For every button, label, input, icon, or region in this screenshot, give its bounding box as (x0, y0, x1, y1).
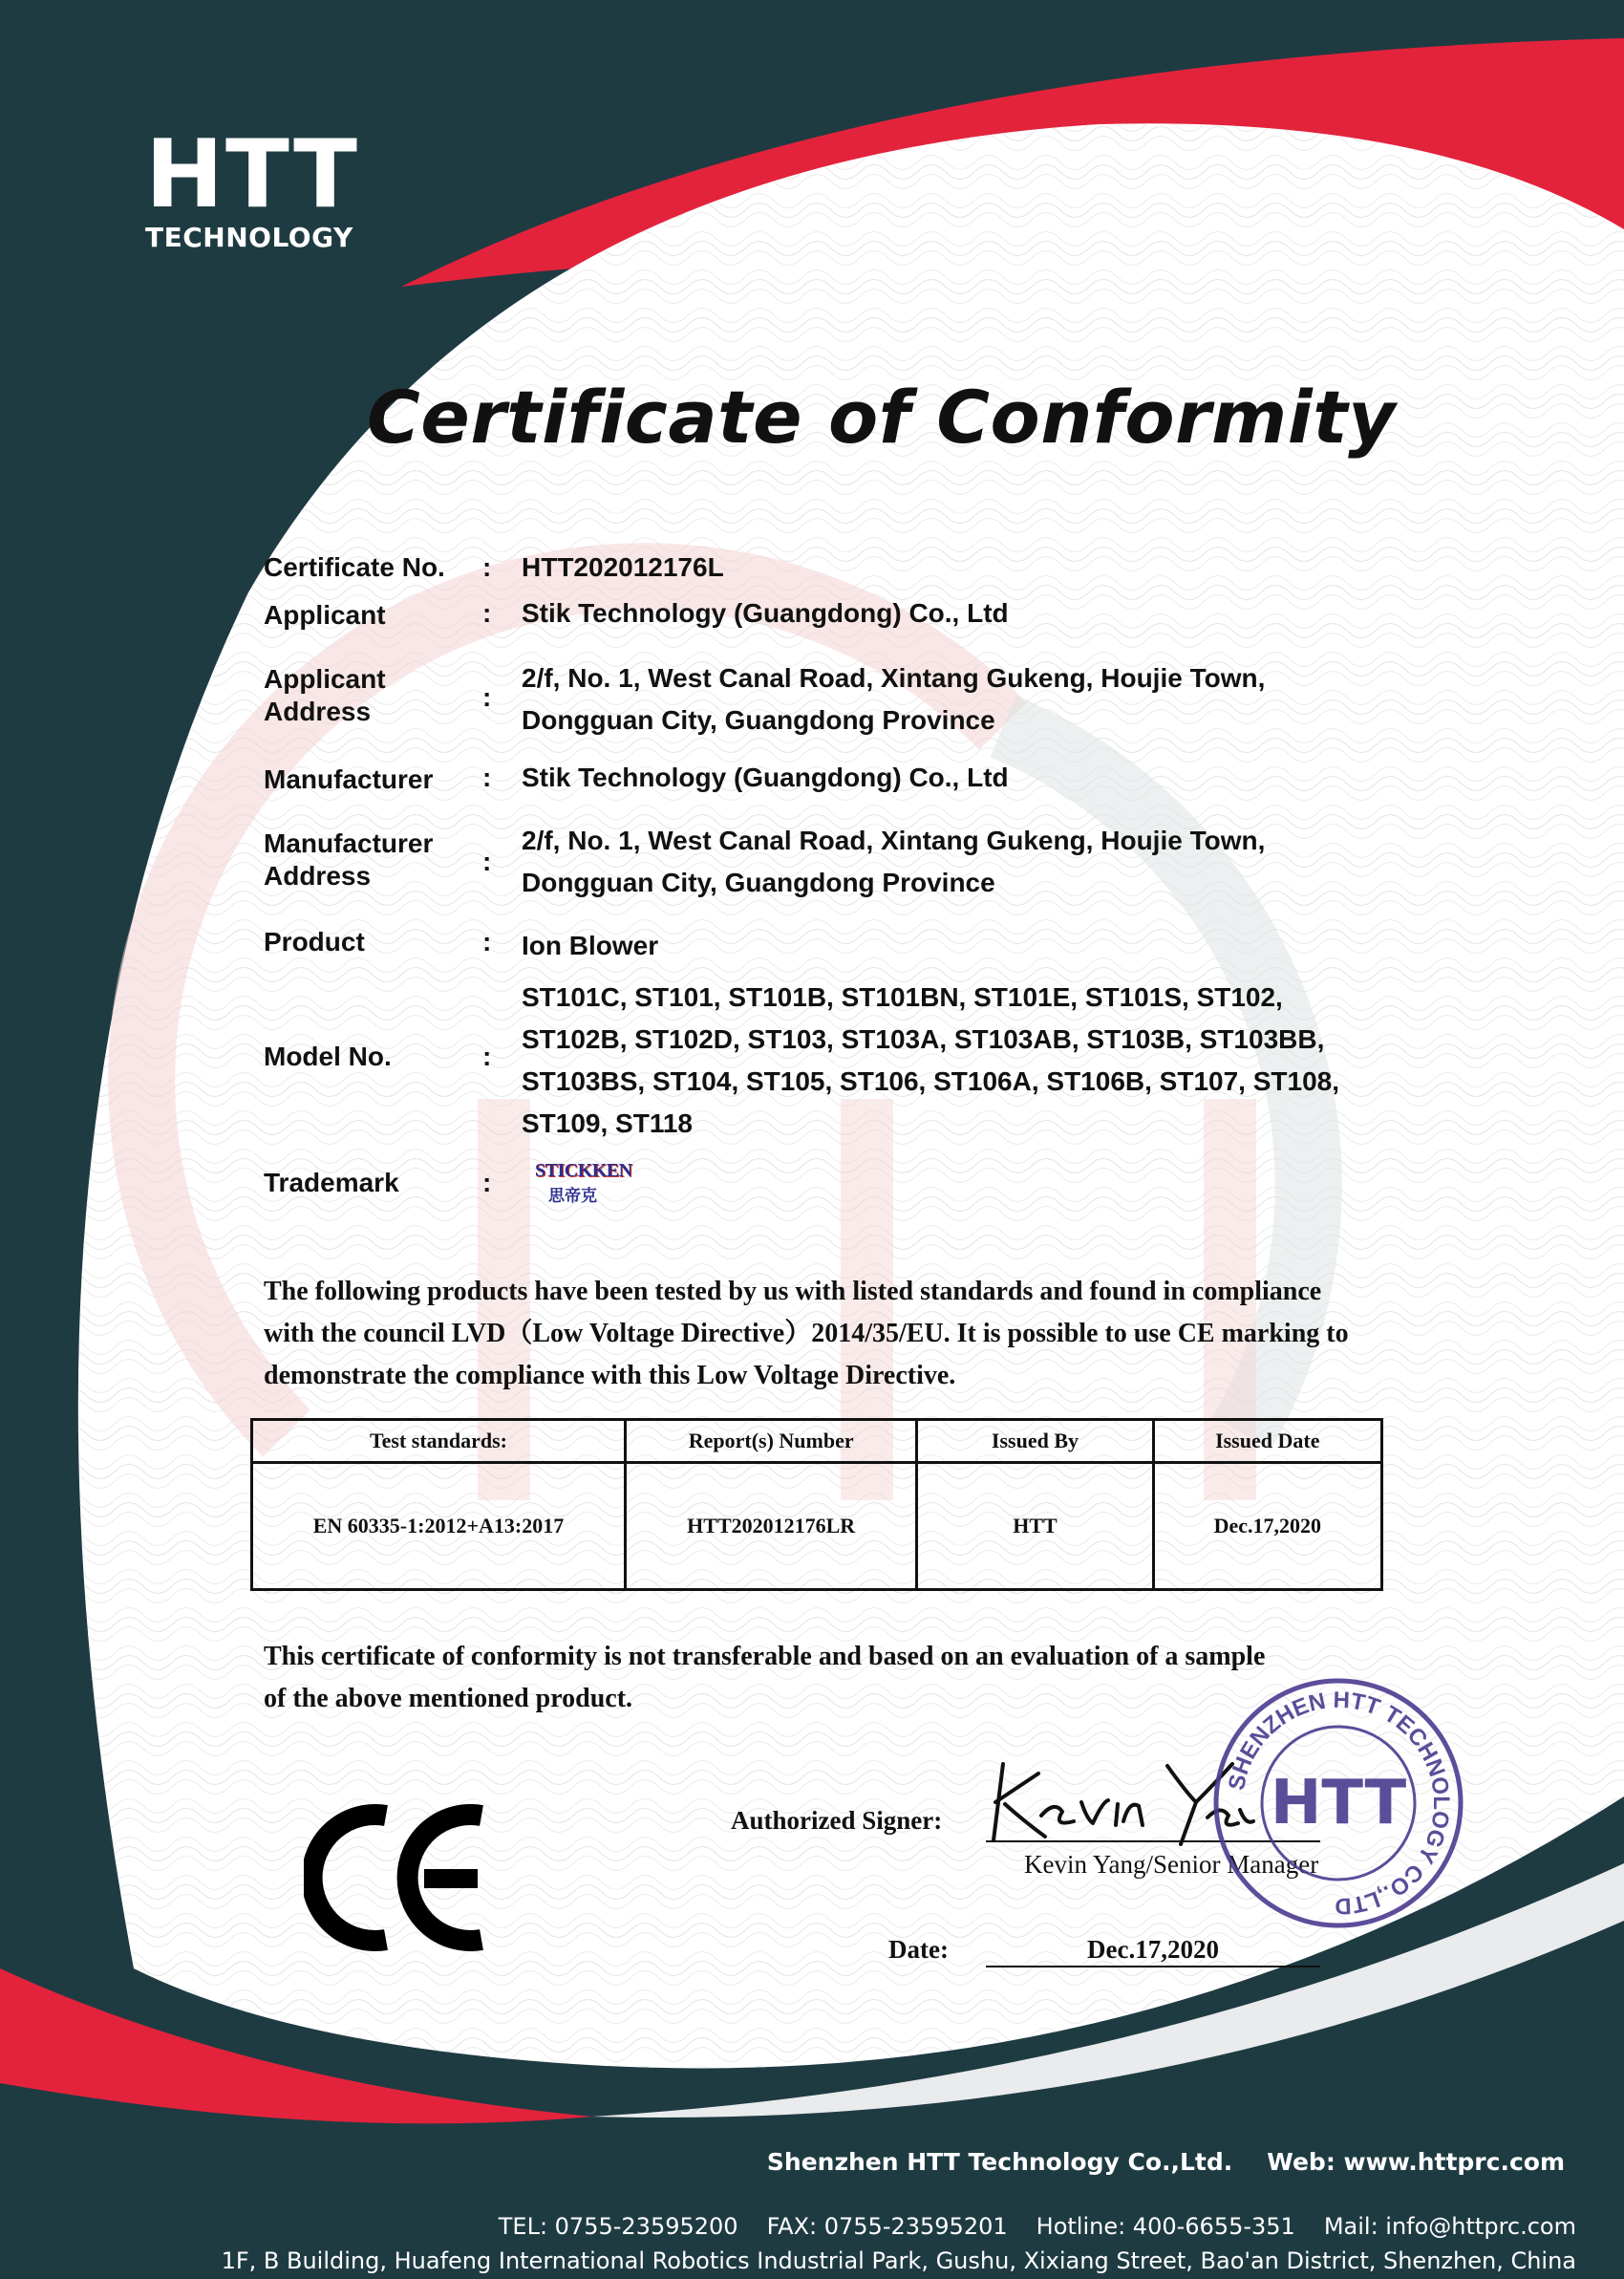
htt-logo (145, 120, 359, 253)
manufacturer-address-value (522, 820, 1265, 904)
statement-line-2: with the council LVD（Low Voltage Directive）2014/35/EU. It is possible to use CE marking to (264, 1319, 1349, 1348)
company-stamp (1209, 1674, 1467, 1932)
applicant-address-label-2: Address (264, 697, 372, 726)
statement-line-1: The following products have been tested by us with listed standards and found in compliance (264, 1277, 1322, 1306)
standards-table (250, 1418, 1383, 1591)
header-test-standards: Test standards: (252, 1420, 626, 1463)
disclaimer-line-2: of the above mentioned product. (264, 1684, 633, 1713)
applicant-address-label-1: Applicant (264, 664, 386, 694)
model-no-line: ST102B, ST102D, ST103, ST103A, ST103AB, ST103B, ST103BB, (522, 1024, 1325, 1054)
cell-report-number: HTT202012176LR (625, 1463, 916, 1590)
header-issued-by: Issued By (917, 1420, 1153, 1463)
product-label: Product (264, 927, 365, 957)
trademark-brand: STICKKEN (535, 1160, 632, 1181)
footer-company-web (767, 2148, 1565, 2176)
colon: : (482, 927, 492, 957)
colon: : (482, 682, 492, 712)
cell-issued-by: HTT (917, 1463, 1153, 1590)
applicant-value: Stik Technology (Guangdong) Co., Ltd (522, 598, 1009, 628)
footer-fax: FAX: 0755-23595201 (766, 2213, 1008, 2240)
manufacturer-value: Stik Technology (Guangdong) Co., Ltd (522, 763, 1009, 792)
applicant-address-label (264, 663, 386, 728)
cell-test-standard: EN 60335-1:2012+A13:2017 (252, 1463, 626, 1590)
statement-line-3: demonstrate the compliance with this Low Voltage Directive. (264, 1361, 956, 1390)
logo-sub: TECHNOLOGY (145, 222, 353, 253)
model-no-line: ST103BS, ST104, ST105, ST106, ST106A, ST106B, ST107, ST108, (522, 1066, 1339, 1096)
table-header-row (252, 1420, 1382, 1463)
footer-address: 1F, B Building, Huafeng International Robotics Industrial Park, Gushu, Xixiang Street, Bao'an District, Shenzhen, China (221, 2247, 1576, 2274)
trademark-brand-cn: 思帝克 (548, 1187, 597, 1206)
cell-issued-date: Dec.17,2020 (1153, 1463, 1381, 1590)
footer-contacts (499, 2213, 1576, 2240)
certificate-no-label: Certificate No. (264, 552, 445, 582)
header-issued-date: Issued Date (1153, 1420, 1381, 1463)
footer-company: Shenzhen HTT Technology Co.,Ltd. (766, 2148, 1233, 2176)
date-label: Date: (888, 1935, 949, 1964)
colon: : (482, 552, 492, 582)
footer-web: Web: www.httprc.com (1267, 2148, 1565, 2176)
authorized-signer-label: Authorized Signer: (731, 1806, 943, 1835)
manufacturer-address-label-1: Manufacturer (264, 828, 434, 858)
manufacturer-address-line-2: Dongguan City, Guangdong Province (522, 868, 995, 897)
manufacturer-address-label (264, 828, 433, 892)
applicant-address-value (522, 657, 1265, 742)
model-no-value (522, 977, 1339, 1145)
trademark-logo (535, 1160, 650, 1208)
footer-hotline: Hotline: 400-6655-351 (1036, 2213, 1295, 2240)
colon: : (482, 1168, 492, 1197)
manufacturer-address-line-1: 2/f, No. 1, West Canal Road, Xintang Gukeng, Houjie Town, (522, 826, 1266, 855)
colon: : (482, 847, 492, 876)
logo-main: HTT (145, 120, 359, 229)
footer-tel: TEL: 0755-23595200 (498, 2213, 738, 2240)
disclaimer-line-1: This certificate of conformity is not transferable and based on an evaluation of a sample (264, 1642, 1266, 1671)
certificate-no-value: HTT202012176L (522, 552, 724, 582)
date-value: Dec.17,2020 (1087, 1935, 1219, 1964)
manufacturer-label: Manufacturer (264, 764, 434, 794)
table-row (252, 1463, 1382, 1590)
model-no-label: Model No. (264, 1042, 392, 1071)
model-no-line: ST109, ST118 (522, 1108, 694, 1138)
stamp-center-text: HTT (1270, 1768, 1407, 1838)
colon: : (482, 763, 492, 792)
colon: : (482, 1042, 492, 1071)
ce-mark (304, 1796, 495, 1959)
certificate-title: Certificate of Conformity (367, 375, 1397, 460)
signer-name-title: Kevin Yang/Senior Manager (1024, 1850, 1319, 1879)
applicant-address-line-1: 2/f, No. 1, West Canal Road, Xintang Gukeng, Houjie Town, (522, 663, 1266, 693)
trademark-label: Trademark (264, 1168, 399, 1197)
date-line (986, 1966, 1320, 1967)
applicant-label: Applicant (264, 600, 386, 630)
header-report-number: Report(s) Number (625, 1420, 916, 1463)
model-no-line: ST101C, ST101, ST101B, ST101BN, ST101E, ST101S, ST102, (522, 982, 1283, 1012)
colon: : (482, 598, 492, 628)
product-value: Ion Blower (522, 931, 659, 960)
stamp-ring-text: SHENZHEN HTT TECHNOLOGY CO.,LTD (1223, 1687, 1455, 1920)
applicant-address-line-2: Dongguan City, Guangdong Province (522, 705, 995, 735)
manufacturer-address-label-2: Address (264, 861, 372, 891)
footer-mail: Mail: info@httprc.com (1323, 2213, 1576, 2240)
compliance-statement (264, 1271, 1391, 1397)
